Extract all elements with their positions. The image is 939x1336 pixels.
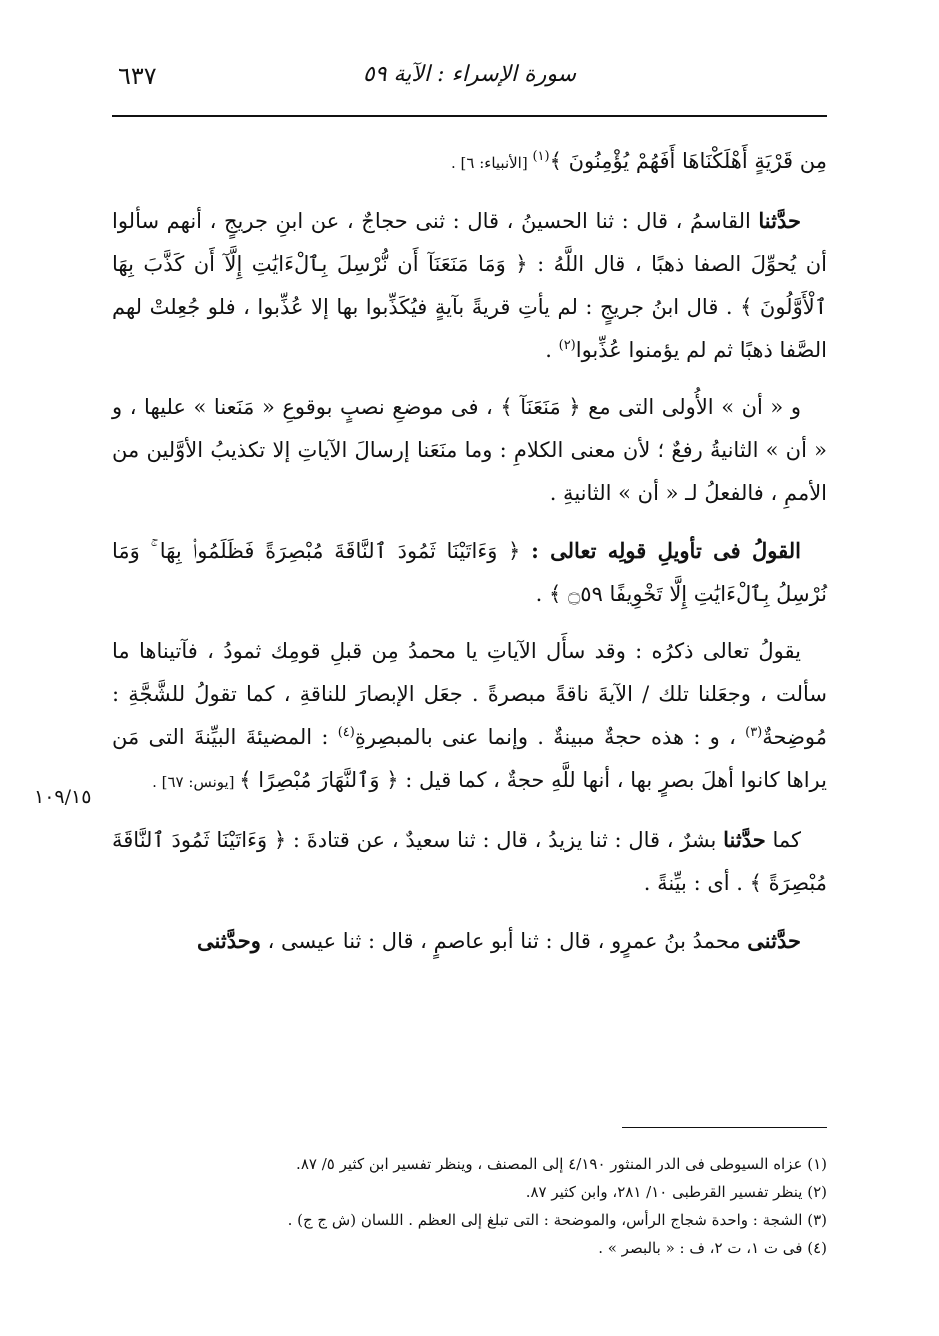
footnote-rule [622, 1127, 827, 1128]
paragraph-p4 [112, 529, 827, 616]
paragraph-p1 [112, 140, 827, 185]
bold-lead: وحدَّثنى [197, 928, 261, 953]
bold-lead: حدَّثنا [723, 827, 766, 852]
verse-reference: [الأنبياء: ٦] . [451, 154, 533, 172]
text-run: محمدُ بنُ عمرٍو ، قال : ثنا أبو عاصمٍ ، قال : ثنا عيسى ، [260, 929, 748, 953]
footnotes [112, 1150, 827, 1262]
text-run: يقولُ تعالى ذكرُه : وقد سأَل الآياتِ يا محمدُ مِن قبلِ قومِك ثمودُ ، فآتيناها ما سألت ، وجعَلنا تلك / الآيةَ ناقةً مبصرةً . جعَل الإبصارَ للناقةِ ، كما تقولُ للشَّجَّةِ : مُوضِحةٌ [112, 639, 827, 749]
footnote-1: (١) عزاه السيوطى فى الدر المنثور ٤/١٩٠ إلى المصنف ، وينظر تفسير ابن كثير ٥/ ٨٧. [296, 1155, 827, 1173]
footnote-marker: (٤) [337, 725, 355, 740]
header-title: سورة الإسراء : الآية ٥٩ [362, 62, 577, 87]
footnote-marker: (٣) [745, 725, 763, 740]
quran-quote: ﴿ وَءَاتَيْنَا ثَمُودَ ٱلنَّاقَةَ مُبْصِرَةً فَظَلَمُوا۟ بِهَا ۚ وَمَا نُرْسِلُ بِٱلْءَايَٰتِ إِلَّا تَخْوِيفًا ۝٥٩ ﴾ [112, 539, 827, 606]
page-number: ٦٣٧ [118, 62, 157, 90]
text-run: ، و : هذه حجةٌ مبينةٌ . وإنما عنى بالمبصِرةِ [354, 725, 746, 749]
quran-quote: ﴿ وَءَاتَيْنَا ثَمُودَ ٱلنَّاقَةَ مُبْصِرَةً ﴾ [112, 828, 827, 895]
running-header [112, 62, 827, 102]
margin-reference: ١٠٩/١٥ [34, 786, 92, 808]
quran-quote: ﴿ وَٱلنَّهَارَ مُبْصِرًا ﴾ [239, 768, 399, 792]
bold-lead: حدَّثنى [747, 928, 801, 953]
bold-lead: حدَّثنا [758, 208, 801, 233]
text-run: بشرٌ ، قال : ثنا يزيدُ ، قال : ثنا سعيدٌ ، عن قتادةَ : [286, 828, 724, 852]
text-run: . [545, 338, 559, 362]
paragraph-p3 [112, 386, 827, 515]
text-run: . [535, 582, 549, 606]
main-text [112, 140, 827, 977]
paragraph-p7 [112, 919, 827, 963]
text-run [520, 539, 531, 563]
text-run: كما [765, 828, 801, 852]
text-run: . أى : بيِّنةً . [643, 871, 750, 895]
paragraph-p2 [112, 199, 827, 372]
quran-quote: ﴿ وَمَا مَنَعَنَآ أَن نُّرْسِلَ بِٱلْءَايَٰتِ إِلَّآ أَن كَذَّبَ بِهَا ٱلْأَوَّلُونَ ﴾ [112, 252, 827, 319]
quran-quote: مِن قَرْيَةٍ أَهْلَكْنَاهَا أَفَهُمْ يُؤْمِنُونَ ﴾ [549, 149, 827, 173]
paragraph-p6 [112, 818, 827, 905]
header-rule [112, 115, 827, 117]
text-run: و « أن » الأُولى التى مع [580, 395, 801, 419]
footnote-3: (٣) الشجة : واحدة شجاج الرأس، والموضحة : التى تبلغ إلى العظم . اللسان (ش ج ج) . [287, 1211, 827, 1229]
footnote-marker: (١) [532, 149, 550, 164]
paragraph-p5 [112, 630, 827, 804]
verse-reference: [يونس: ٦٧] . [152, 773, 240, 791]
quran-quote: ﴿ مَنَعَنَآ ﴾ [500, 395, 581, 419]
text-run: ، فى موضعِ نصبٍ بوقوعِ « مَنَعنا » عليها ، و « أن » الثانيةُ رفعٌ ؛ لأن معنى الكلامِ : وما منَعَنا إرسالَ الآياتِ إلا تكذيبُ الأوَّلين من الأممِ ، فالفعلُ لـ « أن » الثانيةِ . [112, 395, 827, 505]
footnote-2: (٢) ينظر تفسير القرطبى ١٠/ ٢٨١، وابن كثير ٨٧. [525, 1183, 827, 1201]
text-run: : المضيئةَ البيِّنةَ التى مَن يراها كانوا أهلَ بصرٍ بها ، أنها للَّهِ حجةٌ ، كما قيل : [112, 725, 827, 792]
footnote-marker: (٢) [558, 338, 576, 353]
footnote-4: (٤) فى ت ١، ت ٢، ف : « بالبصر » . [598, 1239, 827, 1257]
text-run: . قال ابنُ جريجٍ : لم يأتِ قريةً بآيةٍ فيُكَذِّبوا بها إلا عُذِّبوا ، فلو جُعِلتْ لهم الصَّفا ذهبًا ثم لم يؤمنوا عُذِّبوا [112, 295, 827, 362]
text-run: القاسمُ ، قال : ثنا الحسينُ ، قال : ثنى حجاجٌ ، عن ابنِ جريجٍ ، أنهم سألوا أن يُحوِّلَ الصفا ذهبًا ، قال اللَّهُ : [112, 209, 827, 276]
bold-lead: القولُ فى تأويلِ قولِه تعالى : [531, 538, 801, 563]
